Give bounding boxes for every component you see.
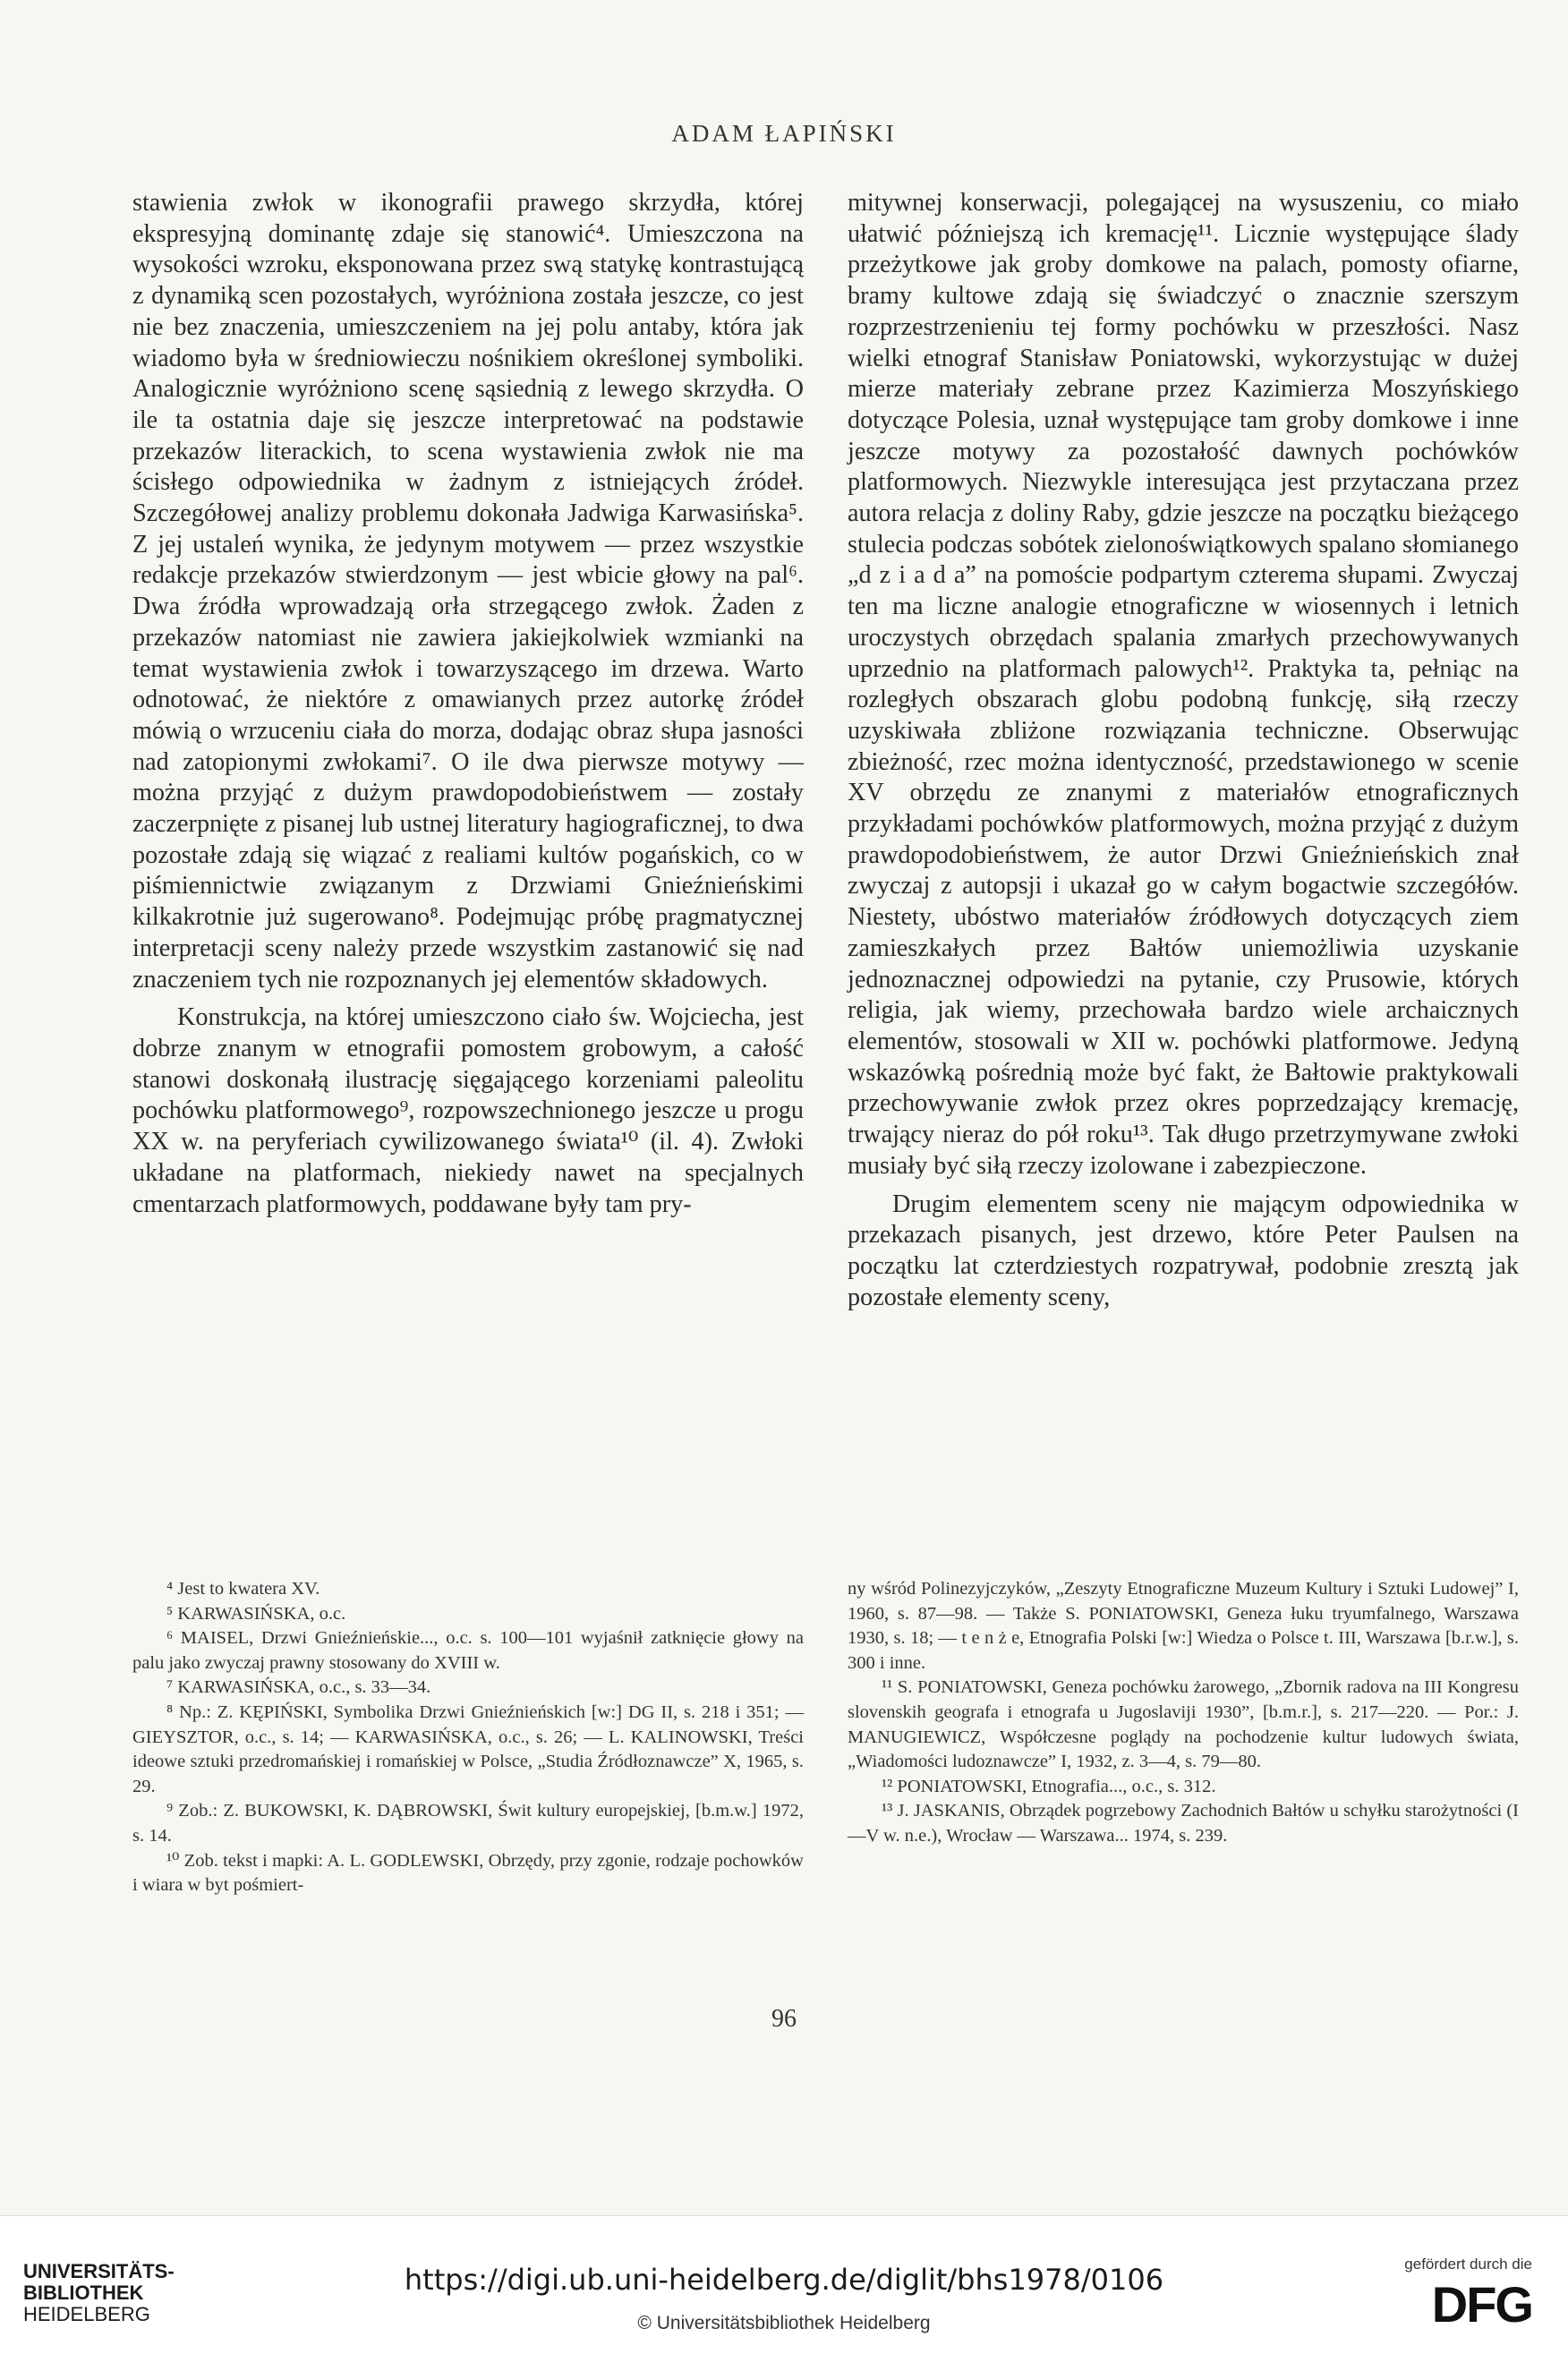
page-number: 96 xyxy=(771,2005,797,2033)
permalink-url[interactable]: https://digi.ub.uni-heidelberg.de/diglit/bhs1978/0106 xyxy=(404,2263,1164,2297)
svg-text:DFG: DFG xyxy=(1431,2279,1532,2327)
footnote: ⁴ Jest to kwatera XV. xyxy=(166,1579,320,1599)
body-paragraph: stawienia zwłok w ikonografii prawego skrzydła, której ekspresyjną dominantę zdaje się stanowić⁴. Umieszczona na wysokości wzroku, eksponowana przez swą statykę kontrastującą z dynamiką scen pozostałych, wyróżniona została jeszcze, co jest nie bez znaczenia, umieszczeniem na jej polu antaby, która jak wiadomo była w średniowieczu nośnikiem określonej symboliki. Analogicznie wyróżniono scenę sąsiednią z lewego skrzydła. O ile ta ostatnia daje się jeszcze interpretować na podstawie przekazów literackich, to scena wystawienia zwłok nie ma ścisłego odpowiednika w żadnym z istniejących źródeł. Szczegółowej analizy problemu dokonała Jadwiga Karwasińska⁵. Z jej ustaleń wynika, że jedynym motywem — przez wszystkie redakcje przekazów stwierdzonym — jest wbicie głowy na pal⁶. Dwa źródła wprowadzają orła strzegącego zwłok. Żaden z przekazów natomiast nie zawiera jakiejkolwiek wzmianki na temat wystawienia zwłok i towarzyszącego im drzewa. Warto odnotować, że niektóre z omawianych przez autorkę źródeł mówią o wrzuceniu ciała do morza, dodając obraz słupa jasności nad zatopionymi zwłokami⁷. O ile dwa pierwsze motywy — można przyjąć z dużym prawdopodobieństwem — zostały zaczerpnięte z pisanej lub ustnej literatury hagiograficznej, to dwa pozostałe zdają się wiązać z realiami kultów pogańskich, co w piśmiennictwie związanym z Drzwiami Gnieźnieńskimi kilkakrotnie już sugerowano⁸. Podejmując próbę pragmatycznej interpretacji sceny należy przede wszystkim zastanowić się nad znaczeniem tych nie rozpoznanych jej elementów składowych. xyxy=(132,189,804,994)
footnote: ⁵ KARWASIŃSKA, o.c. xyxy=(166,1603,346,1624)
logo-line: BIBLIOTHEK xyxy=(23,2282,144,2304)
footnote: ¹³ J. JASKANIS, Obrządek pogrzebowy Zachodnich Bałtów u schyłku starożytności (I—V w. n.e.), Wrocław — Warszawa... 1974, s. 239. xyxy=(848,1801,1519,1846)
footnote: ¹¹ S. PONIATOWSKI, Geneza pochówku żarowego, „Zbornik radova na III Kongresu slovenskih geografa i etnografa u Jugoslaviji 1930”, [b.m.r.], s. 217—220. — Por.: J. MANUGIEWICZ, Współczesne poglądy na pochodzenie kultur ludowych świata, „Wiadomości ludoznawcze” I, 1932, z. 3—4, s. 79—80. xyxy=(848,1677,1519,1772)
funded-by-label: gefördert durch die xyxy=(1404,2256,1532,2273)
right-text-column xyxy=(848,188,1519,1313)
digitization-footer xyxy=(0,2215,1568,2354)
footnote: ⁷ KARWASIŃSKA, o.c., s. 33—34. xyxy=(166,1677,431,1698)
running-head: ADAM ŁAPIŃSKI xyxy=(671,120,897,147)
funding-block[interactable] xyxy=(1380,2256,1532,2327)
logo-line: UNIVERSITÄTS- xyxy=(23,2260,175,2282)
footnote: ⁶ MAISEL, Drzwi Gnieźnieńskie..., o.c. s. 100—101 wyjaśnił zatknięcie głowy na palu jako zwyczaj prawny stosowany do XVIII w. xyxy=(132,1628,804,1673)
footnote: ⁹ Zob.: Z. BUKOWSKI, K. DĄBROWSKI, Świt kultury europejskiej, [b.m.w.] 1972, s. 14. xyxy=(132,1801,804,1846)
footnotes-right xyxy=(848,1577,1519,1849)
footnote: ¹² PONIATOWSKI, Etnografia..., o.c., s. 312. xyxy=(882,1776,1216,1796)
copyright-notice: © Universitätsbibliothek Heidelberg xyxy=(637,2313,931,2333)
body-paragraph: Drugim elementem sceny nie mającym odpowiednika w przekazach pisanych, jest drzewo, które Peter Paulsen na początku lat czterdziestych rozpatrywał, podobnie zresztą jak pozostałe elementy sceny, xyxy=(848,1190,1519,1311)
body-paragraph: mitywnej konserwacji, polegającej na wysuszeniu, co miało ułatwić późniejszą ich kremację¹¹. Licznie występujące ślady przeżytkowe jak groby domkowe na palach, pomosty ofiarne, bramy kultowe zdają się świadczyć o znacznie szerszym rozprzestrzenieniu tej formy pochówku w przeszłości. Nasz wielki etnograf Stanisław Poniatowski, wykorzystując w dużej mierze materiały zebrane przez Kazimierza Moszyńskiego dotyczące Polesia, uznał występujące tam groby domkowe i inne jeszcze motywy za pozostałość dawnych pochówków platformowych. Niezwykle interesująca jest przytaczana przez autora relacja z doliny Raby, gdzie jeszcze na początku bieżącego stulecia podczas sobótek zielonoświątkowych spalano słomianego „d z i a d a” na pomoście podpartym czterema słupami. Zwyczaj ten ma liczne analogie etnograficzne w wiosennych i letnich uroczystych obrzędach spalania zmarłych przechowywanych uprzednio na platformach palowych¹². Praktyka ta, pełniąc na rozległych obszarach globu podobną funkcję, siłą rzeczy uzyskiwała zbliżone rozwiązania techniczne. Obserwując zbieżność, rzec można identyczność, przedstawionego w scenie XV obrzędu ze znanymi z materiałów etnograficznych przykładami pochówków platformowych, można przyjąć z dużym prawdopodobieństwem, że autor Drzwi Gnieźnieńskich znał zwyczaj z autopsji i ukazał go w całym bogactwie szczegółów. Niestety, ubóstwo materiałów źródłowych dotyczących ziem zamieszkałych przez Bałtów uniemożliwia uzyskanie jednoznacznej odpowiedzi na pytanie, czy Prusowie, których religia, jak wiemy, przechowała bardzo wiele archaicznych elementów, stosowali w XII w. pochówki platformowe. Jedyną wskazówką pośrednią może być fakt, że Bałtowie praktykowali przechowywanie zwłok przez okres poprzedzający kremację, trwający nieraz do pół roku¹³. Tak długo przetrzymywane zwłoki musiały być siłą rzeczy izolowane i zabezpieczone. xyxy=(848,189,1519,1180)
logo-line: HEIDELBERG xyxy=(23,2303,150,2325)
footnote: ¹⁰ Zob. tekst i mapki: A. L. GODLEWSKI, Obrzędy, przy zgonie, rodzaje pochowków i wiara w byt pośmiert- xyxy=(132,1850,804,1896)
left-text-column xyxy=(132,188,804,1220)
footnote: ⁸ Np.: Z. KĘPIŃSKI, Symbolika Drzwi Gnieźnieńskich [w:] DG II, s. 218 i 351; — GIEYSZTOR, o.c., s. 14; — KARWASIŃSKA, o.c., s. 26; — L. KALINOWSKI, Treści ideowe sztuki przedromańskiej i romańskiej w Polsce, „Studia Źródłoznawcze” X, 1965, s. 29. xyxy=(132,1702,804,1796)
footnote-continuation: ny wśród Polinezyjczyków, „Zeszyty Etnograficzne Muzeum Kultury i Sztuki Ludowej” I, 1960, s. 87—98. — Także S. PONIATOWSKI, Geneza łuku tryumfalnego, Warszawa 1930, s. 18; — t e n ż e, Etnografia Polski [w:] Wiedza o Polsce t. III, Warszawa [b.r.w.], s. 300 i inne. xyxy=(848,1579,1519,1673)
dfg-logo-icon xyxy=(1380,2279,1532,2327)
body-paragraph: Konstrukcja, na której umieszczono ciało św. Wojciecha, jest dobrze znanym w etnografii pomostem grobowym, a całość stanowi doskonałą ilustrację sięgającego korzeniami paleolitu pochówku platformowego⁹, rozpowszechnionego jeszcze u progu XX w. na peryferiach cywilizowanego świata¹⁰ (il. 4). Zwłoki układane na platformach, niekiedy nawet na specjalnych cmentarzach platformowych, poddawane były tam pry- xyxy=(132,1003,804,1218)
footnotes-left xyxy=(132,1577,804,1898)
